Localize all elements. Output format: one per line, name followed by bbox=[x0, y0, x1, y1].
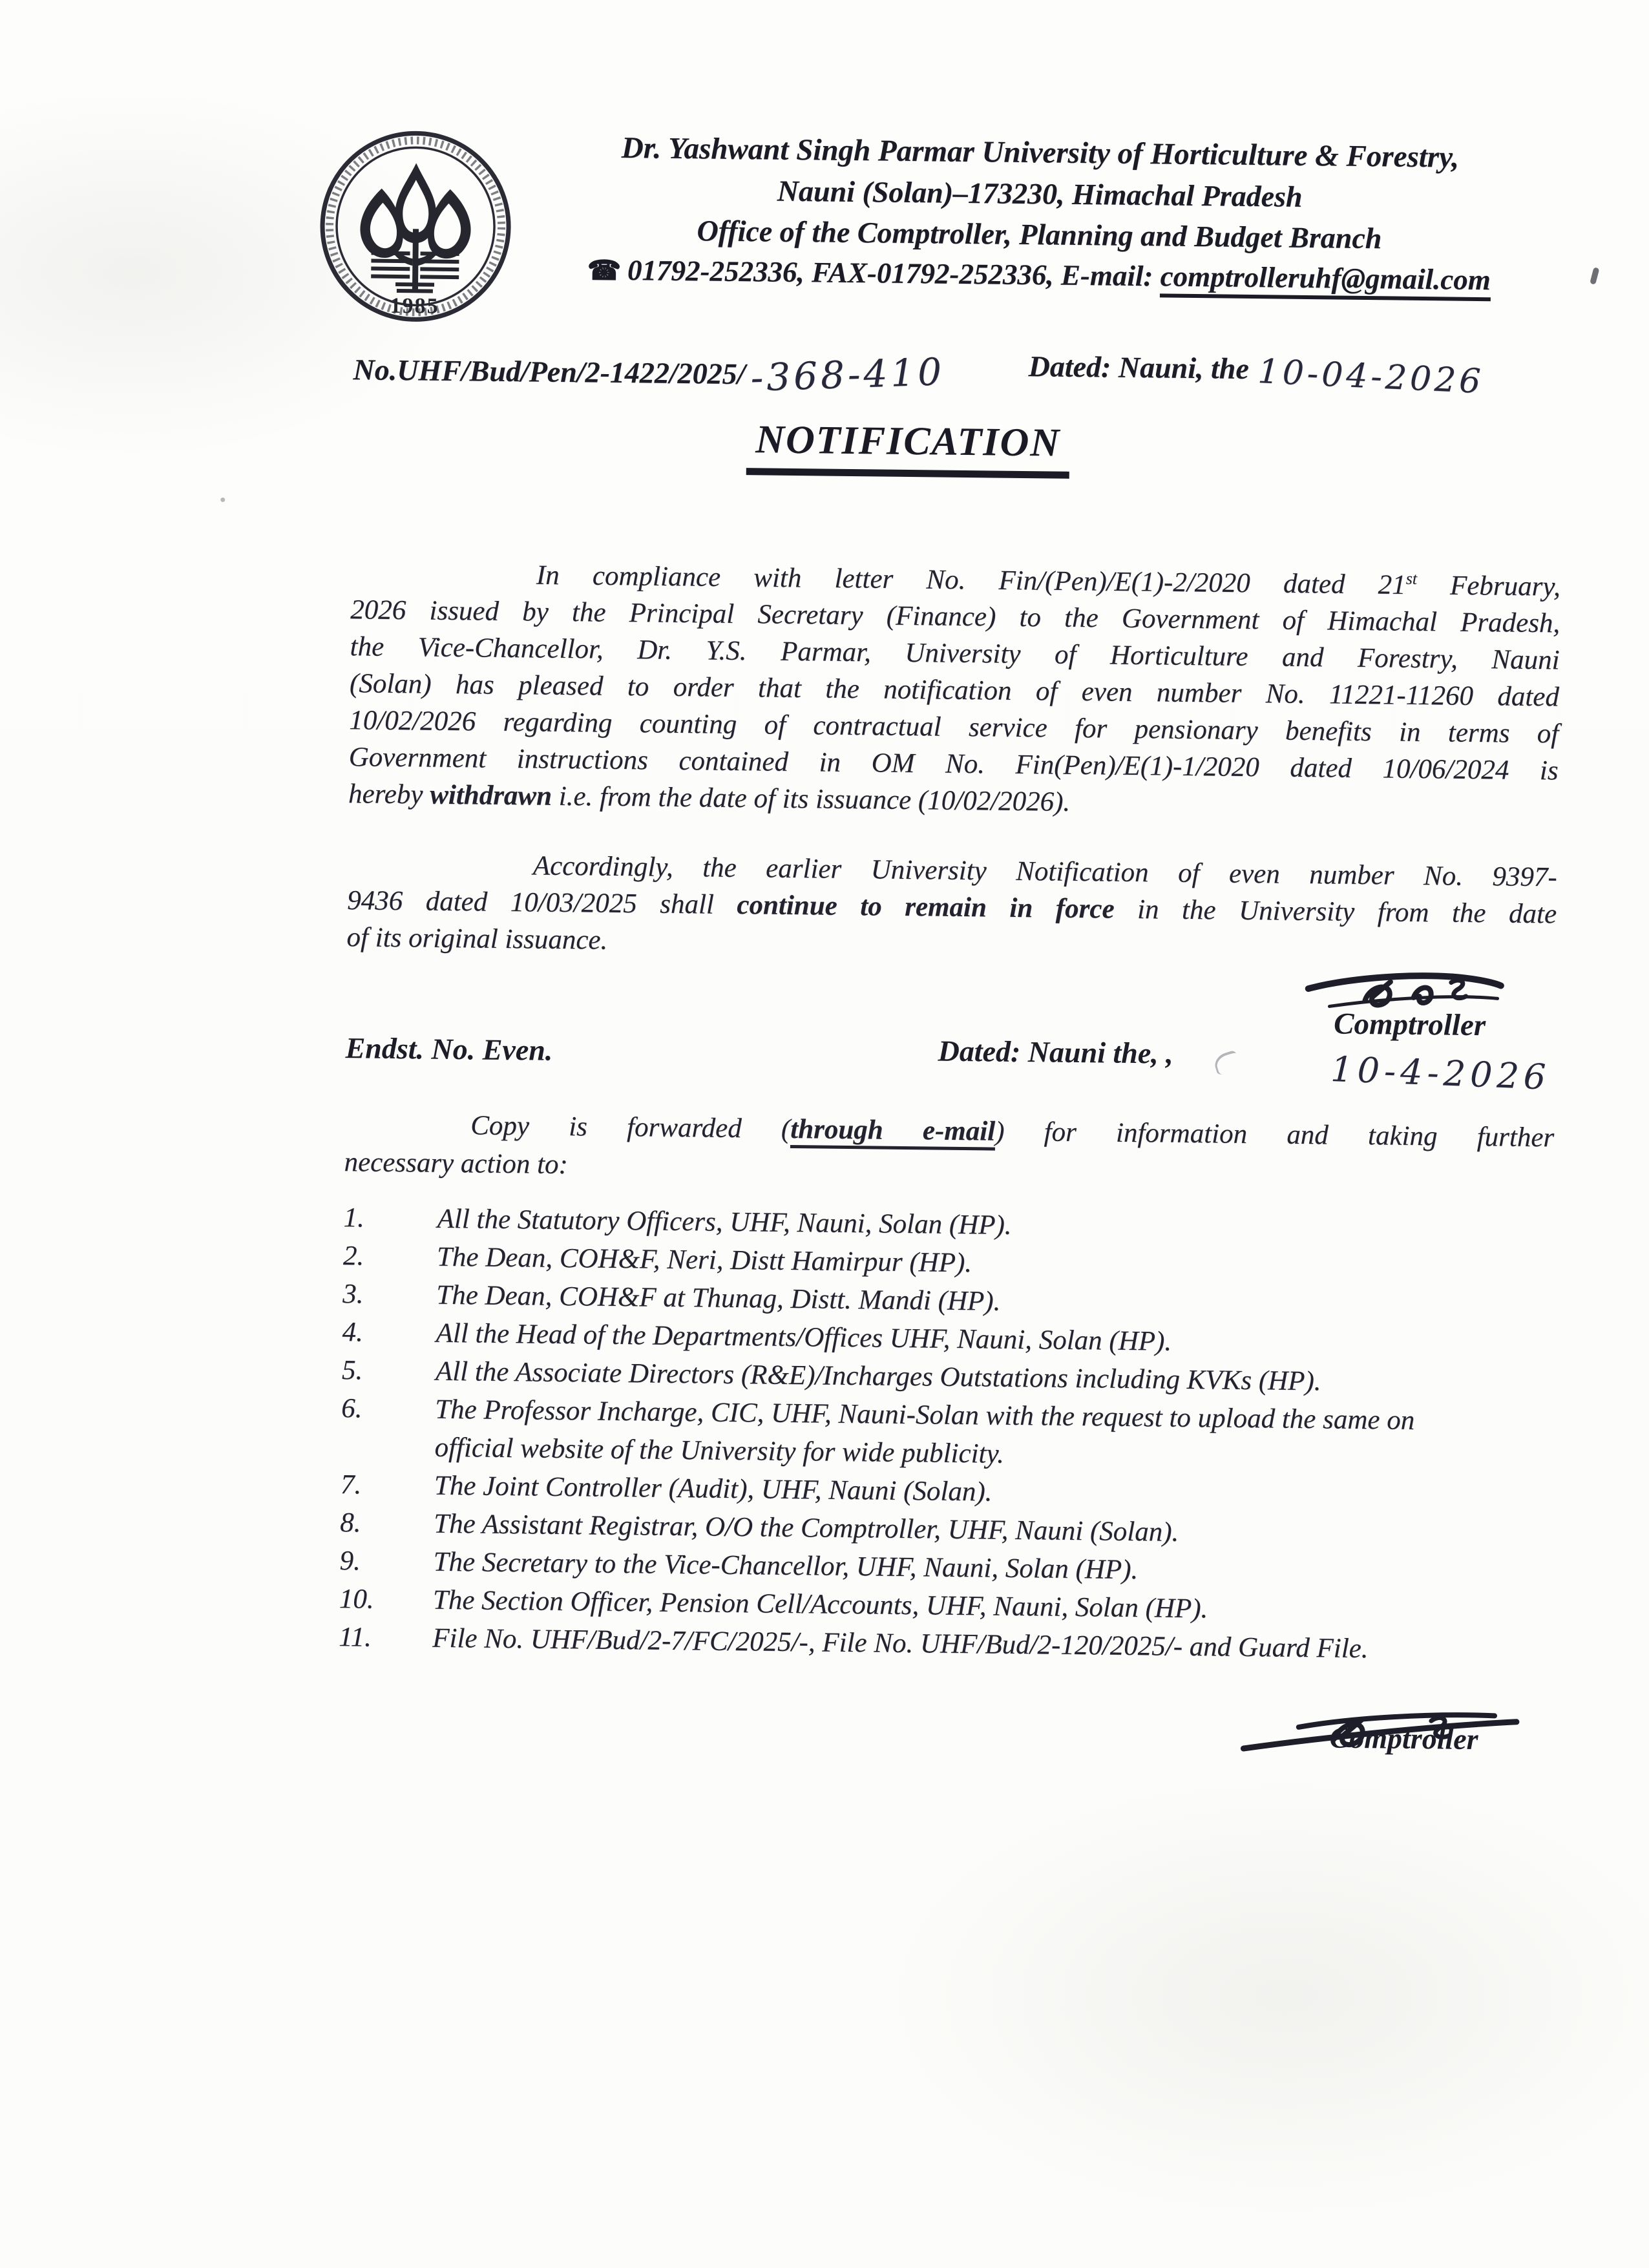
list-item: 7. The Joint Controller (Audit), UHF, Nauni (Solan). bbox=[340, 1469, 993, 1507]
distribution-list bbox=[339, 1199, 1559, 1670]
dated-row bbox=[1028, 349, 1485, 402]
letterhead bbox=[507, 127, 1572, 303]
reference-number-row bbox=[353, 347, 946, 400]
para2-line1: Accordingly, the earlier University Notification of even number No. 9397- bbox=[532, 850, 1558, 893]
scan-speck bbox=[1590, 267, 1599, 284]
scan-speck bbox=[220, 498, 225, 502]
university-seal-icon bbox=[317, 125, 514, 328]
phone-icon: ☎ bbox=[587, 256, 622, 286]
office-name: Office of the Comptroller, Planning and Budget Branch bbox=[697, 214, 1382, 255]
list-item: 10. The Section Officer, Pension Cell/Accounts, UHF, Nauni, Solan (HP). bbox=[339, 1584, 1208, 1624]
paragraph-compliance bbox=[348, 548, 1561, 826]
university-name: Dr. Yashwant Singh Parmar University of Horticulture & Forestry, bbox=[621, 131, 1460, 174]
through-email-emphasis: through e-mail bbox=[790, 1114, 995, 1151]
para1-line2: 2026 issued by the Principal Secretary (Finance) to the Government of Himachal Pradesh, bbox=[350, 594, 1560, 639]
para2-line2: 9436 dated 10/03/2025 shall continue to remain in force in the University from the date bbox=[346, 885, 1557, 930]
dated-label: Dated: Nauni, the bbox=[1028, 350, 1250, 385]
university-address: Nauni (Solan)–173230, Himachal Pradesh bbox=[777, 174, 1303, 213]
comptroller-designation-bottom: Comptroller bbox=[1329, 1721, 1478, 1756]
handwritten-endorsement-date: 10-4-2026 bbox=[1330, 1049, 1551, 1098]
remain-in-force-emphasis: continue to remain in force bbox=[737, 890, 1115, 925]
endorsement-dated-label: Dated: Nauni the, , bbox=[938, 1034, 1174, 1070]
handwritten-date: 10-04-2026 bbox=[1257, 352, 1485, 402]
university-logo bbox=[317, 125, 514, 328]
list-item: 2. The Dean, COH&F, Neri, Distt Hamirpur (HP). bbox=[342, 1241, 972, 1279]
list-item: 5. All the Associate Directors (R&E)/Incharges Outstations including KVKs (HP). bbox=[341, 1355, 1321, 1397]
list-item: 6. The Professor Incharge, CIC, UHF, Nauni-Solan with the request to upload the same on official website of the University for wide publicity. bbox=[341, 1393, 1415, 1469]
paragraph-accordingly bbox=[346, 845, 1557, 969]
list-item: 8. The Assistant Registrar, O/O the Comptroller, UHF, Nauni (Solan). bbox=[340, 1507, 1179, 1548]
stray-pen-mark bbox=[1212, 1050, 1241, 1076]
list-item: 4. All the Head of the Departments/Offices UHF, Nauni, Solan (HP). bbox=[342, 1317, 1172, 1357]
para1-line5: 10/02/2026 regarding counting of contractual service for pensionary benefits in terms of bbox=[349, 705, 1559, 750]
seal-year: 1985 bbox=[390, 293, 439, 319]
notification-title: NOTIFICATION bbox=[746, 417, 1070, 479]
signature-scribble-icon bbox=[1237, 1698, 1522, 1772]
list-item: 1. All the Statutory Officers, UHF, Nauni, Solan (HP). bbox=[343, 1202, 1012, 1241]
list-item: 9. The Secretary to the Vice-Chancellor, UHF, Nauni, Solan (HP). bbox=[339, 1546, 1139, 1586]
comptroller-designation-top: Comptroller bbox=[1333, 1007, 1486, 1043]
copy-forwarded-paragraph bbox=[344, 1105, 1554, 1195]
list-item: 3. The Dean, COH&F at Thunag, Distt. Mandi (HP). bbox=[342, 1279, 1001, 1317]
endorsement-number: Endst. No. Even. bbox=[345, 1031, 553, 1067]
para1-line4: (Solan) has pleased to order that the notification of even number No. 11221-11260 dated bbox=[349, 668, 1560, 713]
handwritten-dispatch-numbers: -368-410 bbox=[750, 350, 946, 400]
email-address: comptrolleruhf@gmail.com bbox=[1160, 260, 1491, 301]
copy-line2: necessary action to: bbox=[344, 1147, 569, 1181]
para2-line3: of its original issuance. bbox=[346, 922, 608, 956]
para1-line1: In compliance with letter No. Fin/(Pen)/E(1)-2/2020 dated 21st February, bbox=[536, 560, 1561, 602]
reference-number: No.UHF/Bud/Pen/2-1422/2025/ bbox=[353, 353, 746, 391]
para1-line7: hereby withdrawn i.e. from the date of its issuance (10/02/2026). bbox=[348, 779, 1071, 818]
withdrawn-emphasis: withdrawn bbox=[429, 779, 552, 812]
comptroller-signature-bottom bbox=[1237, 1698, 1522, 1776]
phone-fax-text: 01792-252336, FAX-01792-252336, E-mail: bbox=[627, 254, 1161, 293]
para1-line3: the Vice-Chancellor, Dr. Y.S. Parmar, University of Horticulture and Forestry, Nauni bbox=[350, 631, 1560, 676]
copy-line1: Copy is forwarded (through e-mail) for information and taking further bbox=[470, 1110, 1555, 1153]
para1-line6: Government instructions contained in OM No. Fin(Pen)/E(1)-1/2020 dated 10/06/2024 is bbox=[348, 742, 1559, 786]
list-item: 11. File No. UHF/Bud/2-7/FC/2025/-, File No. UHF/Bud/2-120/2025/- and Guard File. bbox=[339, 1622, 1369, 1664]
